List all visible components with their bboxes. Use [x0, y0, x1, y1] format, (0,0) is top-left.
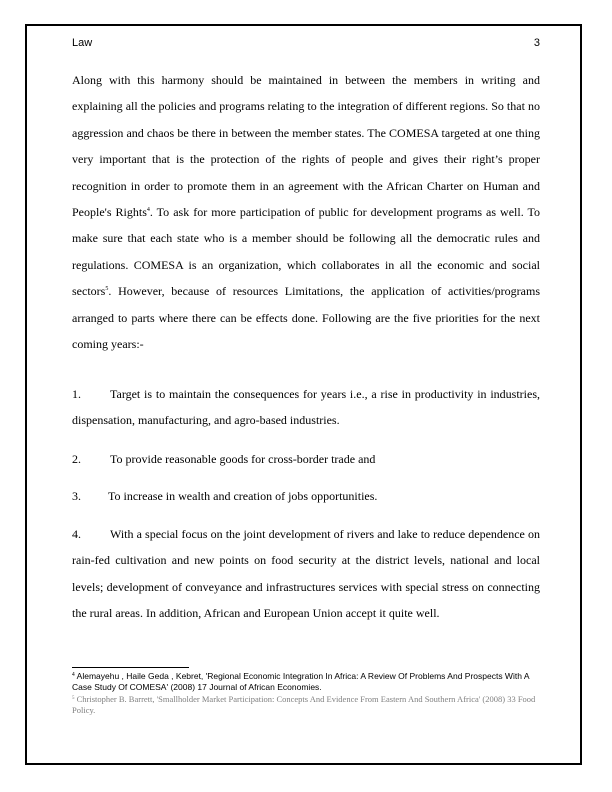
list-item-text: To provide reasonable goods for cross-border trade and — [110, 452, 376, 466]
list-item-number: 4. — [72, 527, 81, 541]
page-number: 3 — [533, 37, 540, 49]
footnote-mark: 4 — [72, 672, 75, 678]
list-item — [72, 446, 540, 472]
list-item-number: 3. — [72, 489, 81, 503]
running-head: Law — [72, 37, 93, 49]
footnote-text: Alemayehu , Haile Geda , Kebret, 'Regional Economic Integration In Africa: A Review Of Problems And Prospects With A Case Study Of COMESA' (2008) 17 Journal of African Economies. — [72, 671, 530, 692]
footnote-4 — [72, 671, 540, 693]
list-item — [72, 483, 540, 509]
paragraph-text-c: . However, because of resources Limitations, the application of activities/programs arranged to parts where there can be effects done. Following are the five priorities for the next coming years:- — [72, 284, 540, 352]
footnote-text: Christopher B. Barrett, 'Smallholder Market Participation: Concepts And Evidence From Eastern And Southern Africa' (2008) 33 Food Policy. — [72, 694, 536, 715]
footnote-separator — [72, 667, 189, 668]
list-item-number: 2. — [72, 452, 81, 466]
list-item — [72, 381, 540, 434]
page-header — [72, 37, 540, 51]
list-item-number: 1. — [72, 387, 81, 401]
footnote-5 — [72, 694, 540, 716]
main-paragraph — [72, 67, 540, 357]
footnotes — [72, 671, 540, 717]
list-item-text: With a special focus on the joint development of rivers and lake to reduce dependence on rain-fed cultivation and new points on food security at the district levels, national and local levels; development of conveyance and infrastructures services with special stress on connecting the rural areas. In addition, African and European Union accept it quite well. — [72, 527, 540, 621]
footnote-ref-4[interactable]: 4 — [146, 207, 150, 214]
paragraph-text-b: . To ask for more participation of public for development programs as well. To make sure that each state who is a member should be following all the democratic rules and regulations. COMESA is an organization, which collaborates in all the economic and social sectors — [72, 205, 541, 299]
paragraph-text-a: Along with this harmony should be maintained in between the members in writing and explaining all the policies and programs relating to the integration of different regions. So that no aggression and chaos be there in between the member states. The COMESA targeted at one thing very important that is the protection of the rights of people and gives their right’s proper recognition in order to promote them in an agreement with the African Charter on Human and People's Rights — [72, 73, 540, 220]
footnote-mark: 5 — [72, 696, 75, 701]
footnote-ref-5[interactable]: 5 — [105, 286, 109, 293]
list-item-text: Target is to maintain the consequences for years i.e., a rise in productivity in industries, dispensation, manufacturing, and agro-based industries. — [72, 387, 540, 428]
list-item — [72, 521, 540, 627]
list-item-text: To increase in wealth and creation of jobs opportunities. — [108, 489, 378, 503]
